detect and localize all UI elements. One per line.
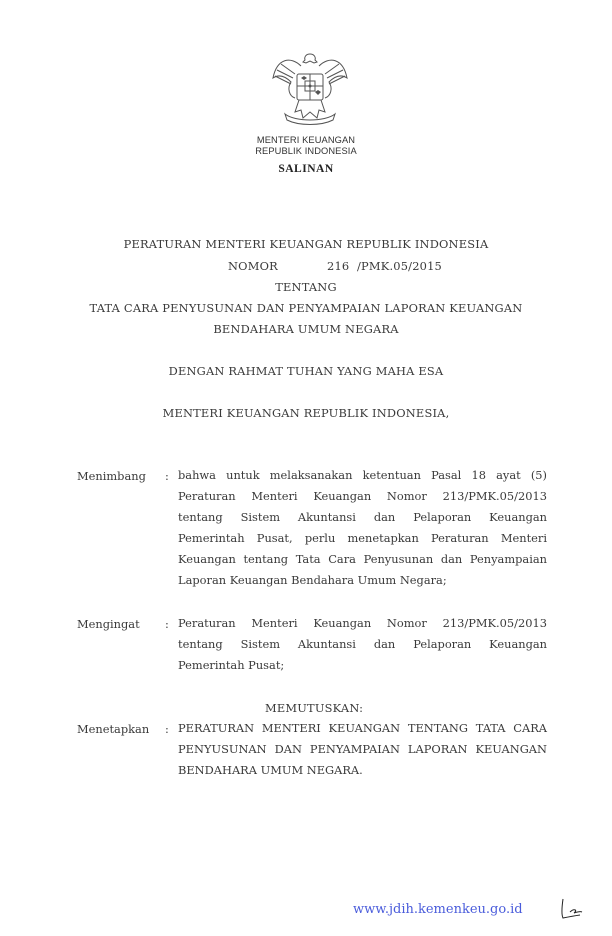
mengingat-label: Mengingat [77,617,140,631]
menetapkan-colon: : [165,722,169,736]
invocation: DENGAN RAHMAT TUHAN YANG MAHA ESA [168,364,444,378]
memutuskan-heading: MEMUTUSKAN: [265,701,364,715]
nomor-value: 216 /PMK.05/2015 [327,259,442,273]
menimbang-colon: : [165,469,169,483]
menetapkan-text [178,718,547,781]
text-line: tentang Sistem Akuntansi dan Pelaporan Keuangan [178,637,547,651]
text-line: tentang Sistem Akuntansi dan Pelaporan Keuangan [178,510,547,524]
text-line: Pemerintah Pusat; [178,658,285,672]
tentang-label: TENTANG [275,280,337,294]
text-line: BENDAHARA UMUM NEGARA. [178,763,363,777]
mengingat-text [178,613,547,676]
text-line: Peraturan Menteri Keuangan Nomor 213/PMK.05/2013 [178,489,547,503]
menimbang-label: Menimbang [77,469,146,483]
text-line: PENYUSUNAN DAN PENYAMPAIAN LAPORAN KEUANGAN [178,742,547,756]
institution-name-line1: MENTERI KEUANGAN [256,135,356,145]
issuing-authority: MENTERI KEUANGAN REPUBLIK INDONESIA, [162,406,450,420]
text-line: Keuangan tentang Tata Cara Penyusunan dan Penyampaian [178,552,547,566]
subject-line2: BENDAHARA UMUM NEGARA [213,322,399,336]
text-line: Peraturan Menteri Keuangan Nomor 213/PMK.05/2013 [178,616,547,630]
subject-line1: TATA CARA PENYUSUNAN DAN PENYAMPAIAN LAPORAN KEUANGAN [89,301,523,315]
menetapkan-label: Menetapkan [77,722,150,736]
salinan-stamp: SALINAN [278,163,334,175]
mengingat-colon: : [165,617,169,631]
text-line: bahwa untuk melaksanakan ketentuan Pasal 18 ayat (5) [178,468,547,482]
garuda-emblem-icon [271,48,349,130]
institution-name-line2: REPUBLIK INDONESIA [255,146,357,156]
nomor-label: NOMOR [228,259,278,273]
text-line: Laporan Keuangan Bendahara Umum Negara; [178,573,447,587]
text-line: Pemerintah Pusat, perlu menetapkan Peraturan Menteri [178,531,547,545]
jdih-website-link[interactable]: www.jdih.kemenkeu.go.id [353,902,523,917]
paraf-signature-icon [560,898,584,920]
menimbang-text [178,465,547,591]
text-line: PERATURAN MENTERI KEUANGAN TENTANG TATA CARA [178,721,547,735]
regulation-title: PERATURAN MENTERI KEUANGAN REPUBLIK INDONESIA [123,237,489,251]
